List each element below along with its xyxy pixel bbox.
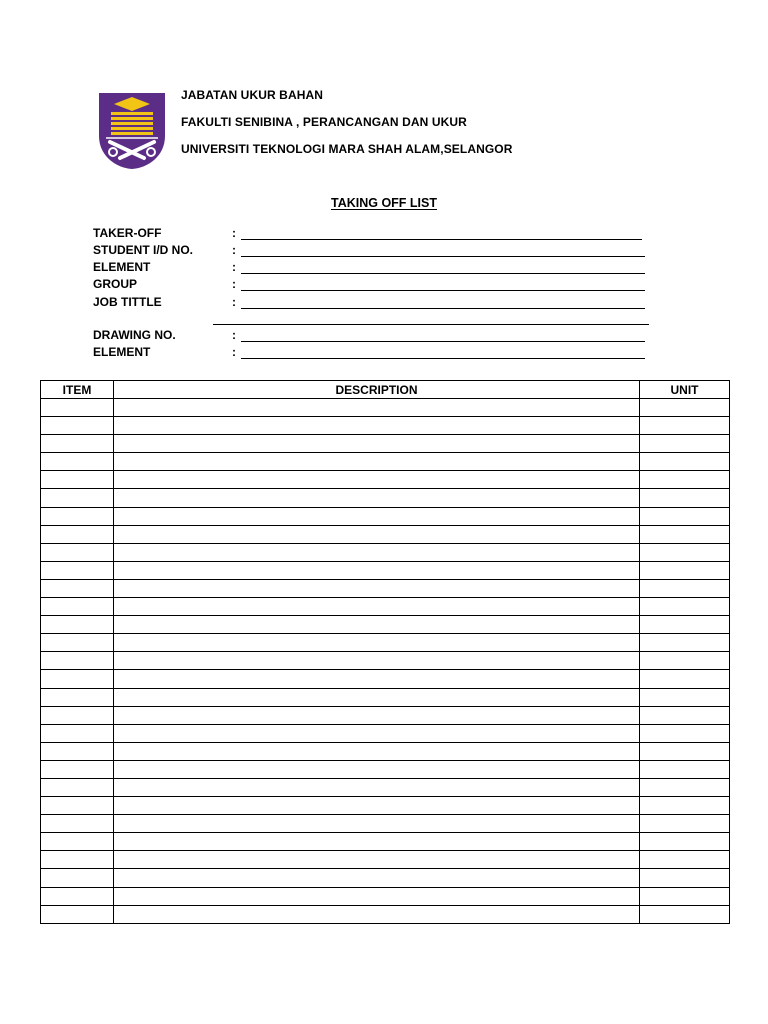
table-row bbox=[41, 670, 730, 688]
table-row bbox=[41, 489, 730, 507]
description-cell[interactable] bbox=[114, 851, 640, 869]
item-cell[interactable] bbox=[41, 543, 114, 561]
unit-cell[interactable] bbox=[640, 525, 730, 543]
item-cell[interactable] bbox=[41, 435, 114, 453]
unit-cell[interactable] bbox=[640, 815, 730, 833]
page-title bbox=[0, 196, 768, 210]
item-cell[interactable] bbox=[41, 652, 114, 670]
table-row bbox=[41, 797, 730, 815]
table-header-row bbox=[41, 381, 730, 399]
unit-cell[interactable] bbox=[640, 760, 730, 778]
unit-cell[interactable] bbox=[640, 778, 730, 796]
table-row bbox=[41, 543, 730, 561]
item-cell[interactable] bbox=[41, 688, 114, 706]
unit-cell[interactable] bbox=[640, 471, 730, 489]
unit-cell[interactable] bbox=[640, 598, 730, 616]
table-body bbox=[41, 399, 730, 924]
item-cell[interactable] bbox=[41, 797, 114, 815]
unit-cell[interactable] bbox=[640, 507, 730, 525]
item-cell[interactable] bbox=[41, 579, 114, 597]
field-colon: : bbox=[232, 295, 236, 309]
unit-cell[interactable] bbox=[640, 688, 730, 706]
field-line-drawing-no[interactable] bbox=[241, 341, 645, 342]
field-colon: : bbox=[232, 226, 236, 240]
item-cell[interactable] bbox=[41, 670, 114, 688]
item-cell[interactable] bbox=[41, 471, 114, 489]
item-cell[interactable] bbox=[41, 399, 114, 417]
table-row bbox=[41, 525, 730, 543]
unit-cell[interactable] bbox=[640, 616, 730, 634]
description-cell[interactable] bbox=[114, 797, 640, 815]
description-cell[interactable] bbox=[114, 507, 640, 525]
field-colon: : bbox=[232, 328, 236, 342]
item-cell[interactable] bbox=[41, 887, 114, 905]
field-line-element[interactable] bbox=[241, 273, 645, 274]
description-cell[interactable] bbox=[114, 489, 640, 507]
field-line-taker-off[interactable] bbox=[241, 239, 642, 240]
header-line-university: UNIVERSITI TEKNOLOGI MARA SHAH ALAM,SELANGOR bbox=[181, 142, 513, 156]
field-label-taker-off: TAKER-OFF bbox=[93, 226, 162, 240]
item-cell[interactable] bbox=[41, 724, 114, 742]
item-cell[interactable] bbox=[41, 507, 114, 525]
item-cell[interactable] bbox=[41, 417, 114, 435]
unit-cell[interactable] bbox=[640, 905, 730, 923]
unit-cell[interactable] bbox=[640, 561, 730, 579]
table-row bbox=[41, 417, 730, 435]
description-cell[interactable] bbox=[114, 833, 640, 851]
description-cell[interactable] bbox=[114, 869, 640, 887]
description-cell[interactable] bbox=[114, 525, 640, 543]
item-cell[interactable] bbox=[41, 833, 114, 851]
table-row bbox=[41, 724, 730, 742]
description-cell[interactable] bbox=[114, 598, 640, 616]
description-cell[interactable] bbox=[114, 905, 640, 923]
column-header-item: ITEM bbox=[41, 381, 114, 399]
field-line-job-title[interactable] bbox=[241, 308, 645, 309]
unit-cell[interactable] bbox=[640, 869, 730, 887]
unit-cell[interactable] bbox=[640, 742, 730, 760]
field-colon: : bbox=[232, 243, 236, 257]
unit-cell[interactable] bbox=[640, 887, 730, 905]
table-row bbox=[41, 471, 730, 489]
table-row bbox=[41, 598, 730, 616]
field-colon: : bbox=[232, 260, 236, 274]
field-label-element-2: ELEMENT bbox=[93, 345, 151, 359]
description-cell[interactable] bbox=[114, 399, 640, 417]
table-row bbox=[41, 815, 730, 833]
field-label-element: ELEMENT bbox=[93, 260, 151, 274]
description-cell[interactable] bbox=[114, 815, 640, 833]
taking-off-table bbox=[40, 380, 730, 924]
description-cell[interactable] bbox=[114, 688, 640, 706]
unit-cell[interactable] bbox=[640, 435, 730, 453]
item-cell[interactable] bbox=[41, 760, 114, 778]
description-cell[interactable] bbox=[114, 634, 640, 652]
table-row bbox=[41, 561, 730, 579]
description-cell[interactable] bbox=[114, 453, 640, 471]
field-colon: : bbox=[232, 345, 236, 359]
uitm-logo-icon bbox=[98, 92, 166, 170]
unit-cell[interactable] bbox=[640, 399, 730, 417]
field-label-job-title: JOB TITTLE bbox=[93, 295, 162, 309]
item-cell[interactable] bbox=[41, 561, 114, 579]
item-cell[interactable] bbox=[41, 742, 114, 760]
field-line-group[interactable] bbox=[241, 290, 645, 291]
unit-cell[interactable] bbox=[640, 579, 730, 597]
field-line-element-2[interactable] bbox=[241, 358, 645, 359]
field-label-student-id: STUDENT I/D NO. bbox=[93, 243, 194, 257]
unit-cell[interactable] bbox=[640, 851, 730, 869]
separator-line bbox=[213, 324, 649, 325]
description-cell[interactable] bbox=[114, 742, 640, 760]
description-cell[interactable] bbox=[114, 652, 640, 670]
unit-cell[interactable] bbox=[640, 417, 730, 435]
unit-cell[interactable] bbox=[640, 833, 730, 851]
item-cell[interactable] bbox=[41, 869, 114, 887]
table-row bbox=[41, 851, 730, 869]
table-row bbox=[41, 905, 730, 923]
field-line-student-id[interactable] bbox=[241, 256, 645, 257]
field-colon: : bbox=[232, 277, 236, 291]
description-cell[interactable] bbox=[114, 579, 640, 597]
item-cell[interactable] bbox=[41, 616, 114, 634]
description-cell[interactable] bbox=[114, 778, 640, 796]
table-row bbox=[41, 435, 730, 453]
table-row bbox=[41, 616, 730, 634]
table-row bbox=[41, 507, 730, 525]
field-label-drawing-no: DRAWING NO. bbox=[93, 328, 176, 342]
description-cell[interactable] bbox=[114, 435, 640, 453]
table-row bbox=[41, 887, 730, 905]
table-row bbox=[41, 778, 730, 796]
description-cell[interactable] bbox=[114, 724, 640, 742]
description-cell[interactable] bbox=[114, 417, 640, 435]
table-row bbox=[41, 688, 730, 706]
table-row bbox=[41, 579, 730, 597]
table-row bbox=[41, 706, 730, 724]
unit-cell[interactable] bbox=[640, 724, 730, 742]
description-cell[interactable] bbox=[114, 616, 640, 634]
column-header-unit: UNIT bbox=[640, 381, 730, 399]
table-row bbox=[41, 453, 730, 471]
item-cell[interactable] bbox=[41, 598, 114, 616]
item-cell[interactable] bbox=[41, 453, 114, 471]
description-cell[interactable] bbox=[114, 706, 640, 724]
unit-cell[interactable] bbox=[640, 453, 730, 471]
item-cell[interactable] bbox=[41, 815, 114, 833]
table-row bbox=[41, 869, 730, 887]
item-cell[interactable] bbox=[41, 905, 114, 923]
unit-cell[interactable] bbox=[640, 652, 730, 670]
item-cell[interactable] bbox=[41, 706, 114, 724]
table-row bbox=[41, 652, 730, 670]
description-cell[interactable] bbox=[114, 887, 640, 905]
item-cell[interactable] bbox=[41, 778, 114, 796]
unit-cell[interactable] bbox=[640, 489, 730, 507]
description-cell[interactable] bbox=[114, 471, 640, 489]
table-row bbox=[41, 399, 730, 417]
item-cell[interactable] bbox=[41, 525, 114, 543]
item-cell[interactable] bbox=[41, 489, 114, 507]
item-cell[interactable] bbox=[41, 851, 114, 869]
table-row bbox=[41, 634, 730, 652]
table-row bbox=[41, 760, 730, 778]
unit-cell[interactable] bbox=[640, 706, 730, 724]
unit-cell[interactable] bbox=[640, 797, 730, 815]
unit-cell[interactable] bbox=[640, 543, 730, 561]
table-row bbox=[41, 742, 730, 760]
page-title-text: TAKING OFF LIST bbox=[330, 196, 437, 210]
header-line-faculty: FAKULTI SENIBINA , PERANCANGAN DAN UKUR bbox=[181, 115, 467, 129]
column-header-description: DESCRIPTION bbox=[114, 381, 640, 399]
description-cell[interactable] bbox=[114, 561, 640, 579]
unit-cell[interactable] bbox=[640, 634, 730, 652]
header-line-department: JABATAN UKUR BAHAN bbox=[181, 88, 324, 102]
item-cell[interactable] bbox=[41, 634, 114, 652]
unit-cell[interactable] bbox=[640, 670, 730, 688]
description-cell[interactable] bbox=[114, 543, 640, 561]
description-cell[interactable] bbox=[114, 760, 640, 778]
description-cell[interactable] bbox=[114, 670, 640, 688]
table-row bbox=[41, 833, 730, 851]
field-label-group: GROUP bbox=[93, 277, 138, 291]
